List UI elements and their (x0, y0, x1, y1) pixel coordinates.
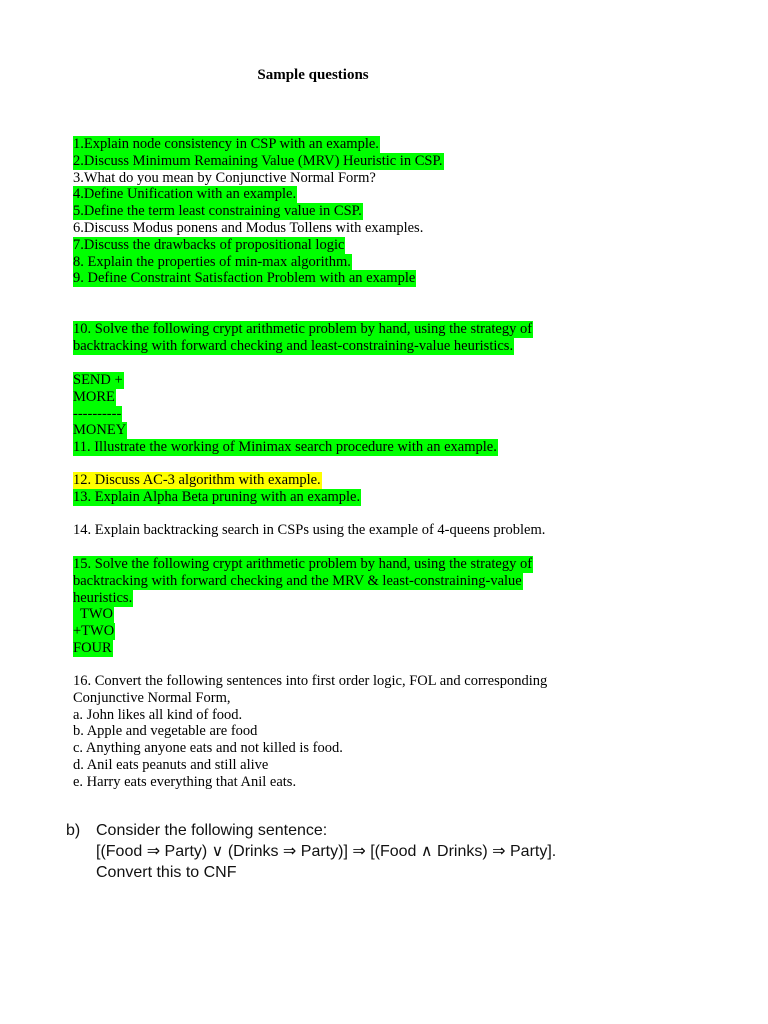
question-text: 3.What do you mean by Conjunctive Normal Form? (73, 169, 376, 186)
question-text: 7.Discuss the drawbacks of propositional logic (73, 236, 345, 253)
question-10 (73, 321, 593, 355)
question-line (73, 237, 593, 254)
question-line (73, 136, 593, 153)
question-14-text: 14. Explain backtracking search in CSPs using the example of 4-queens problem. (73, 522, 546, 538)
puzzle-line: +TWO (73, 623, 115, 640)
question-text: 1.Explain node consistency in CSP with an example. (73, 136, 379, 152)
page-title: Sample questions (257, 67, 369, 83)
question-text: 6.Discuss Modus ponens and Modus Tollens with examples. (73, 219, 424, 236)
question-text: 5.Define the term least constraining value in CSP. (73, 203, 362, 220)
part-b-formula: [(Food ⇒ Party) ∨ (Drinks ⇒ Party)] ⇒ [(Food ∧ Drinks) ⇒ Party]. (96, 843, 557, 860)
question-text: 4.Define Unification with an example. (73, 186, 297, 203)
question-line (73, 153, 593, 170)
puzzle-line: FOUR (73, 639, 112, 656)
puzzle-line: MONEY (73, 422, 127, 439)
question-15-line-2: backtracking with forward checking and the MRV & least-constraining-value (73, 572, 522, 589)
puzzle-line: TWO (73, 606, 114, 623)
question-11: 11. Illustrate the working of Minimax search procedure with an example. (73, 439, 497, 456)
question-16 (73, 673, 593, 791)
question-text: 9. Define Constraint Satisfaction Problem with an example (73, 270, 416, 287)
question-line (73, 186, 593, 203)
part-b-line: Convert this to CNF (96, 864, 237, 881)
question-16-line: 16. Convert the following sentences into first order logic, FOL and corresponding (73, 673, 548, 689)
question-13: 13. Explain Alpha Beta pruning with an example. (73, 488, 361, 505)
puzzle-line: SEND + (73, 372, 123, 388)
question-16-item: e. Harry eats everything that Anil eats. (73, 773, 297, 790)
question-16-item: b. Apple and vegetable are food (73, 723, 258, 740)
question-line (73, 220, 593, 237)
part-b-lines (96, 820, 556, 883)
question-16-item: a. John likes all kind of food. (73, 706, 243, 723)
questions-12-13 (73, 472, 593, 506)
question-text: 2.Discuss Minimum Remaining Value (MRV) Heuristic in CSP. (73, 152, 443, 169)
puzzle-line: ---------- (73, 405, 122, 422)
question-14 (73, 522, 593, 539)
question-10-puzzle (73, 372, 593, 456)
question-15-line-3: heuristics. (73, 589, 133, 606)
question-line (73, 203, 593, 220)
question-15 (73, 556, 593, 657)
question-12: 12. Discuss AC-3 algorithm with example. (73, 472, 321, 488)
question-text: 8. Explain the properties of min-max algorithm. (73, 253, 351, 270)
question-16-item: d. Anil eats peanuts and still alive (73, 756, 269, 773)
question-16-item: c. Anything anyone eats and not killed is food. (73, 740, 343, 757)
question-16-line: Conjunctive Normal Form, (73, 689, 231, 706)
question-line (73, 170, 593, 187)
part-b-label: b) (66, 822, 81, 839)
questions-group-1 (73, 136, 593, 287)
question-10-line-2: backtracking with forward checking and least-constraining-value heuristics. (73, 337, 514, 354)
question-10-line-1: 10. Solve the following crypt arithmetic problem by hand, using the strategy of (73, 321, 533, 337)
question-line (73, 270, 593, 287)
question-15-line-1: 15. Solve the following crypt arithmetic problem by hand, using the strategy of (73, 556, 533, 572)
puzzle-line: MORE (73, 388, 115, 405)
question-line (73, 254, 593, 271)
part-b-line: Consider the following sentence: (96, 822, 328, 839)
